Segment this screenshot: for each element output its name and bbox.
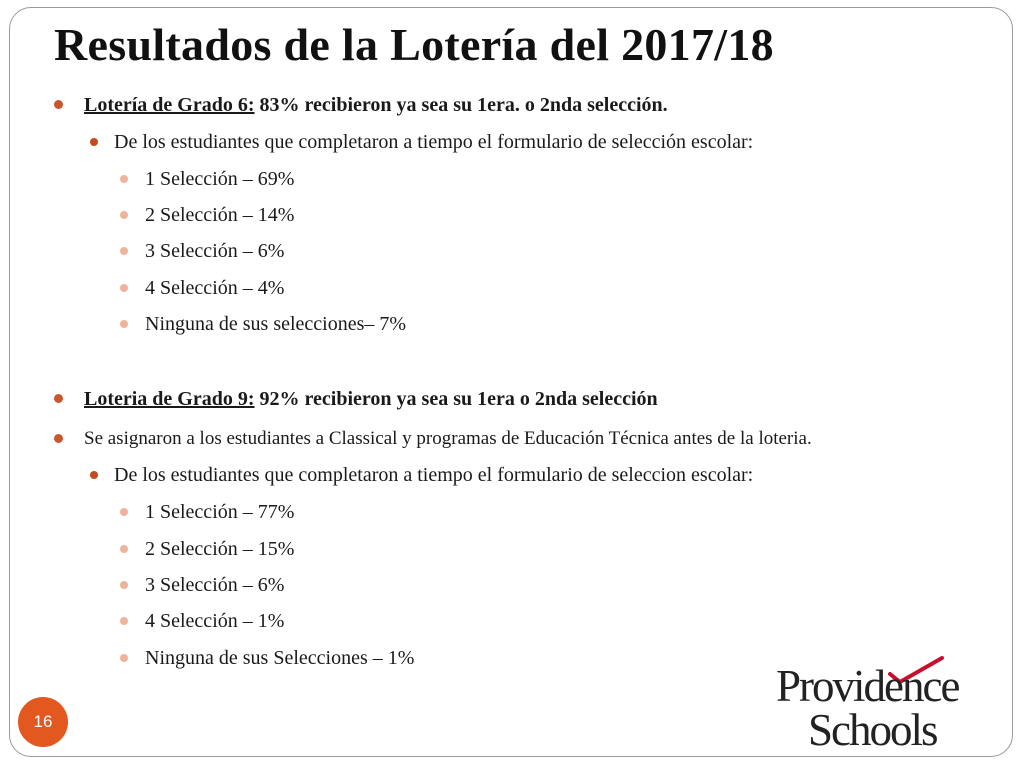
bullet-dot <box>120 175 128 183</box>
grade6-item-3 <box>145 241 284 261</box>
grade9-assigned-text: Se asignaron a los estudiantes a Classical y programas de Educación Técnica antes de la loteria. <box>84 428 812 449</box>
bullet-dot <box>54 100 63 109</box>
bullet-dot <box>120 581 128 589</box>
grade9-intro-text: De los estudiantes que completaron a tiempo el formulario de seleccion escolar: <box>114 464 754 486</box>
logo-line1: Providence <box>776 661 959 711</box>
grade6-item-5 <box>145 314 406 334</box>
bullet-dot <box>90 471 98 479</box>
list-item: 4 Selección – 4% <box>145 277 285 299</box>
bullet-dot <box>120 320 128 328</box>
bullet-dot <box>120 211 128 219</box>
bullet-dot <box>120 617 128 625</box>
bullet-dot <box>54 394 63 403</box>
grade6-intro <box>114 132 753 152</box>
list-item: 2 Selección – 15% <box>145 538 295 560</box>
grade6-item-4 <box>145 278 284 298</box>
slide-frame <box>9 7 1013 757</box>
grade9-item-5 <box>145 648 414 668</box>
grade9-item-4 <box>145 611 284 631</box>
bullet-dot <box>120 284 128 292</box>
bullet-dot <box>54 434 63 443</box>
list-item: 3 Selección – 6% <box>145 240 285 262</box>
grade6-item-2 <box>145 205 294 225</box>
grade6-heading: Lotería de Grado 6: <box>84 94 255 116</box>
grade9-item-1 <box>145 502 294 522</box>
bullet-dot <box>120 545 128 553</box>
grade9-assigned <box>84 429 812 448</box>
bullet-dot <box>120 247 128 255</box>
grade9-heading: Loteria de Grado 9: <box>84 388 255 410</box>
grade6-summary: 83% recibieron ya sea su 1era. o 2nda selección. <box>254 94 668 116</box>
list-item: 4 Selección – 1% <box>145 610 285 632</box>
list-item: 2 Selección – 14% <box>145 204 295 226</box>
providence-schools-logo <box>776 656 996 756</box>
grade9-item-2 <box>145 539 294 559</box>
list-item: 1 Selección – 69% <box>145 168 295 190</box>
list-item: 1 Selección – 77% <box>145 501 295 523</box>
logo-line2: Schools <box>808 705 937 755</box>
bullet-dot <box>120 654 128 662</box>
grade9-bullet <box>84 389 658 409</box>
bullet-dot <box>90 138 98 146</box>
list-item: 3 Selección – 6% <box>145 574 285 596</box>
grade9-summary: 92% recibieron ya sea su 1era o 2nda selección <box>254 388 658 410</box>
list-item: Ninguna de sus Selecciones – 1% <box>145 647 415 669</box>
grade9-intro <box>114 465 753 485</box>
slide-title: Resultados de la Lotería del 2017/18 <box>54 19 774 70</box>
grade6-bullet <box>84 95 668 115</box>
bullet-dot <box>120 508 128 516</box>
page-number-badge: 16 <box>18 697 68 747</box>
grade9-item-3 <box>145 575 284 595</box>
grade6-item-1 <box>145 169 294 189</box>
grade6-intro-text: De los estudiantes que completaron a tiempo el formulario de selección escolar: <box>114 131 754 153</box>
list-item: Ninguna de sus selecciones– 7% <box>145 313 407 335</box>
